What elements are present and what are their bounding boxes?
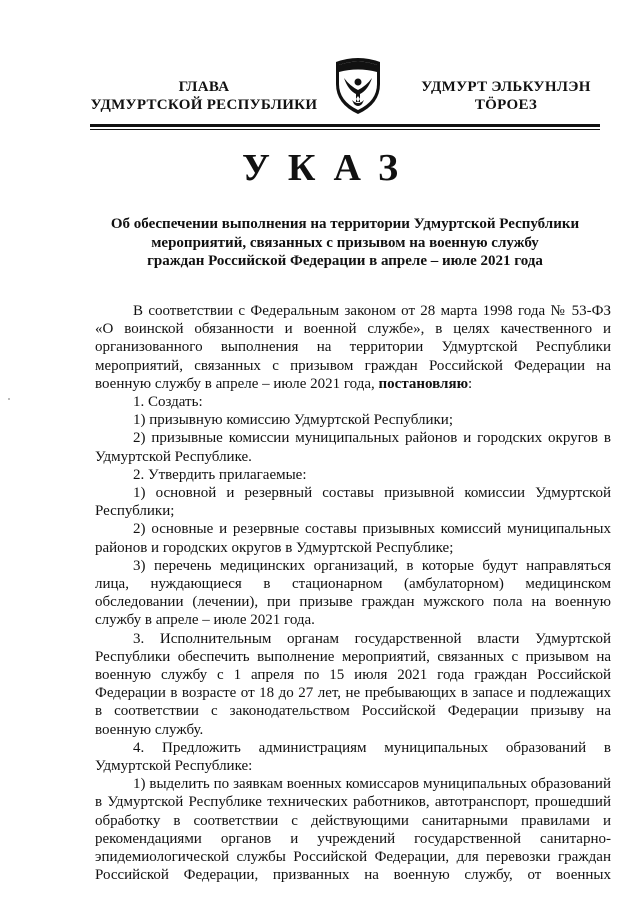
preamble-end: : [468,375,473,392]
issuer-russian-line1: ГЛАВА [178,79,230,95]
issuer-russian [86,78,322,114]
issuer-udmurt [408,78,604,114]
clause-2-item-3: 3) перечень медицинских организаций, в которые будут направляться лица, нуждающиеся в стационарном (амбулаторном) медицинском обследовании (лечении), при призыве граждан мужского пола на военную службу в апреле – июле 2021 года. [95,557,611,629]
clause-1-item-1: 1) призывную комиссию Удмуртской Республики; [133,412,453,429]
decree-verb: постановляю [378,375,469,392]
document-body [95,302,611,885]
udmurt-coat-of-arms-icon [330,56,386,116]
clause-2-item-2: 2) основные и резервные составы призывных комиссий муниципальных районов и городских округов в Удмуртской Республике; [95,521,611,556]
preamble-paragraph [95,302,611,393]
issuer-udmurt-line2: ТӦРОЕЗ [474,97,538,113]
subject-line-1: Об обеспечении выполнения на территории Удмуртской Республики [110,216,580,232]
document-subject [95,215,595,271]
clause-1: 1. Создать: [133,394,203,411]
clause-1-item-2: 2) призывные комиссии муниципальных районов и городских округов в Удмуртской Республике. [95,430,611,465]
clause-4: 4. Предложить администрациям муниципальных образований в Удмуртской Республике: [95,739,611,775]
document-title: УКАЗ [242,147,416,189]
subject-line-3: граждан Российской Федерации в апреле – июле 2021 года [147,253,543,269]
preamble-text: В соответствии с Федеральным законом от 28 марта 1998 года № 53-ФЗ «О воинской обязанности и военной службе», в целях качественного и организованного выполнения на территории Удмуртской Республики мероприятий, связанных с призывом граждан Российской Федерации на военную службу в апреле – июле 2021 года, [95,303,611,392]
issuer-udmurt-line1: УДМУРТ ЭЛЬКУНЛЭН [421,79,591,95]
clause-2-item-1: 1) основной и резервный составы призывной комиссии Удмуртской Республики; [95,485,611,520]
clause-4-item-1: 1) выделить по заявкам военных комиссаров муниципальных образований в Удмуртской Республике технических работников, автотранспорт, прошедший обработку в соответствии с действующими санитарными правилами и рекомендациями органов и учреждений государственной санитарно-эпидемиологической службы Российской Федерации, для перевозки граждан Российской Федерации, призванных на военную службу, от военных [95,776,611,884]
clause-3: 3. Исполнительным органам государственной власти Удмуртской Республики обеспечить выполнение мероприятий, связанных с призывом на военную службу с 1 апреля по 15 июля 2021 года граждан Российской Федерации в возрасте от 18 до 27 лет, не пребывающих в запасе и подлежащих в соответствии с законодательством Российской Федерации призыву на военную службу. [95,630,611,738]
scan-speck [8,398,10,400]
issuer-russian-line2: УДМУРТСКОЙ РЕСПУБЛИКИ [90,97,318,113]
clause-2: 2. Утвердить прилагаемые: [133,466,307,483]
header-divider-thin [90,129,600,130]
header-divider-thick [90,124,600,127]
document-header [0,74,640,124]
subject-line-2: мероприятий, связанных с призывом на военную службу [151,234,539,251]
